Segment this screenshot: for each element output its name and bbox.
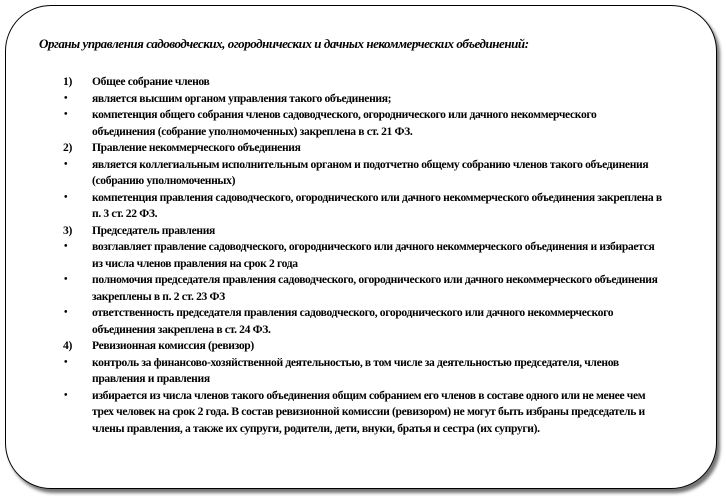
bullet-text: является высшим органом управления такого объединения; bbox=[92, 91, 392, 105]
list-number: 1) bbox=[63, 75, 72, 88]
numbered-heading bbox=[6, 74, 718, 91]
list-number: 2) bbox=[63, 141, 72, 154]
bullet-marker: • bbox=[64, 389, 68, 401]
bullet-text: компетенция правления садоводческого, огороднического или дачного некоммерческого объединения закреплена в п. 3 ст. 22 ФЗ. bbox=[92, 190, 662, 220]
list-number: 3) bbox=[63, 223, 72, 237]
heading-text: Правление некоммерческого объединения bbox=[92, 141, 301, 154]
bullet-marker: • bbox=[64, 356, 68, 368]
bullet-text: возглавляет правление садоводческого, огороднического или дачного некоммерческого объединения и избирается из числа членов правления на срок 2 года bbox=[92, 240, 655, 270]
bullet-item bbox=[6, 388, 718, 438]
bullet-item bbox=[6, 355, 718, 388]
bullet-item bbox=[6, 157, 718, 190]
bullet-text: компетенция общего собрания членов садоводческого, огороднического или дачного некоммерческого объединения (собрание уполномоченных) закреплена в ст. 21 ФЗ. bbox=[92, 108, 597, 138]
numbered-heading bbox=[6, 140, 718, 157]
rounded-text-card bbox=[5, 5, 717, 489]
list-number: 4) bbox=[63, 339, 72, 352]
numbered-heading bbox=[6, 338, 718, 355]
bullet-item bbox=[6, 239, 718, 272]
bullet-marker: • bbox=[64, 92, 68, 104]
bullet-item bbox=[6, 91, 718, 108]
numbered-heading bbox=[6, 223, 718, 240]
bullet-item bbox=[6, 107, 718, 140]
document-title: Органы управления садоводческих, огороднических и дачных некоммерческих объединений: bbox=[39, 36, 529, 51]
bullet-marker: • bbox=[64, 158, 68, 170]
bullet-marker: • bbox=[64, 307, 68, 318]
heading-text: Председатель правления bbox=[92, 223, 215, 237]
bullet-marker: • bbox=[64, 191, 68, 203]
bullet-item bbox=[6, 272, 718, 305]
bullet-text: избирается из числа членов такого объединения общим собранием его членов в составе одного или не менее чем трех человек на срок 2 года. В состав ревизионной комиссии (ревизором) не могут быть избраны председатель и члены правления, а также их супруги, родители, дети, внуки, братья и сестра (их супруги). bbox=[92, 388, 646, 435]
bullet-marker: • bbox=[64, 241, 68, 252]
heading-text: Общее собрание членов bbox=[92, 75, 210, 88]
bullet-text: ответственность председателя правления садоводческого, огороднического или дачного некоммерческого объединения закреплена в ст. 24 ФЗ. bbox=[92, 306, 614, 336]
heading-text: Ревизионная комиссия (ревизор) bbox=[92, 339, 254, 352]
bullet-text: является коллегиальным исполнительным органом и подотчетно общему собранию членов такого объединения (собранию уполномоченных) bbox=[92, 157, 649, 187]
governance-bodies-list bbox=[6, 74, 718, 437]
bullet-text: полномочия председателя правления садоводческого, огороднического или дачного некоммерческого объединения закреплены в п. 2 ст. 23 ФЗ bbox=[92, 273, 658, 303]
bullet-item bbox=[6, 190, 718, 223]
bullet-text: контроль за финансово-хозяйственной деятельностью, в том числе за деятельностью председателя, членов правления и правления bbox=[92, 355, 619, 385]
bullet-marker: • bbox=[64, 274, 68, 285]
bullet-marker: • bbox=[64, 109, 68, 120]
bullet-item bbox=[6, 305, 718, 338]
